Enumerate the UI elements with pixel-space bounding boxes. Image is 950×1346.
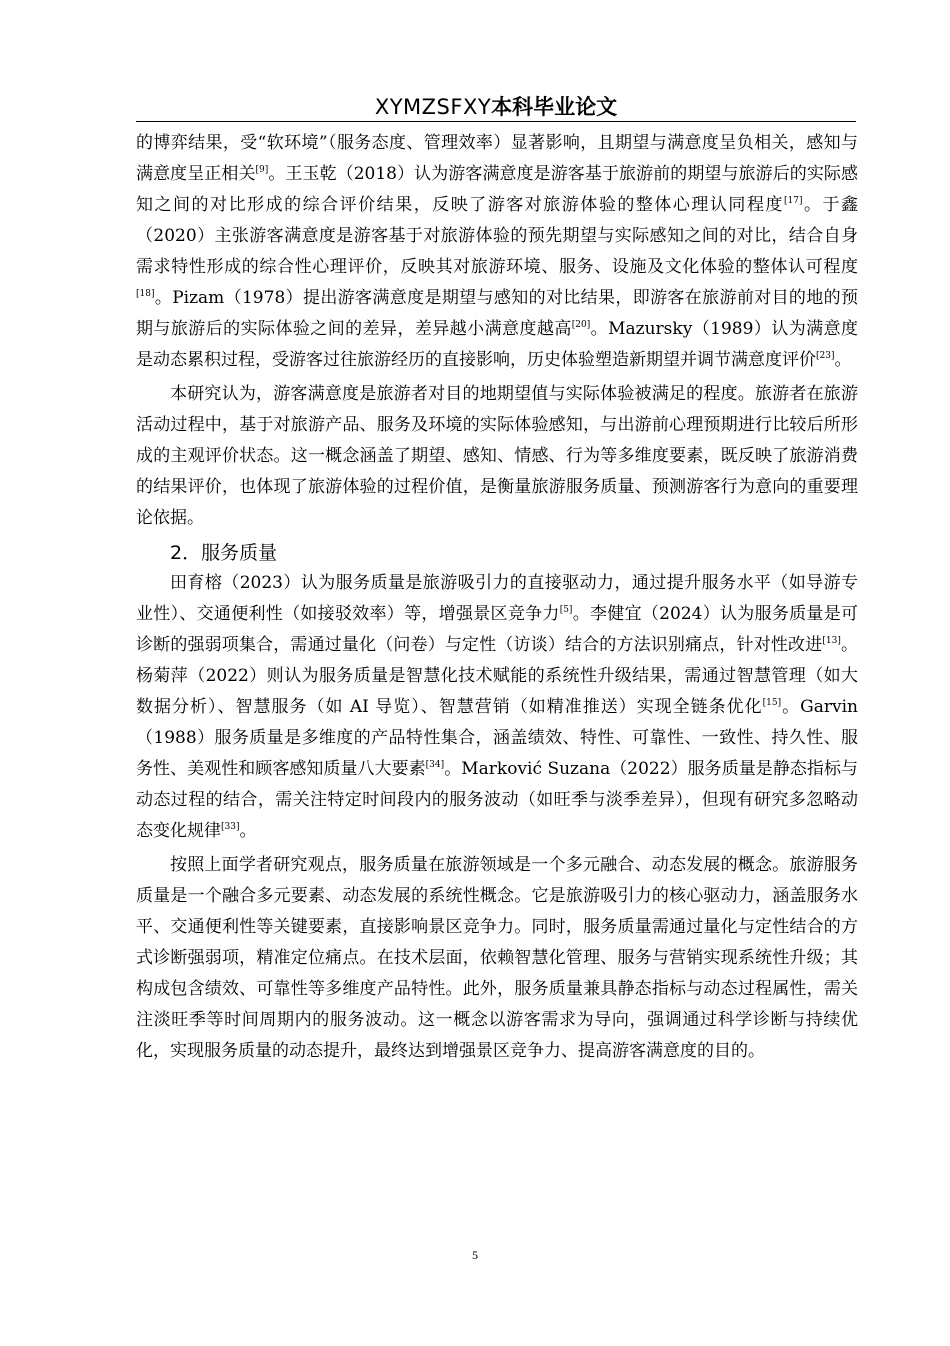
citation: [34] [425, 760, 445, 770]
citation: [17] [783, 196, 803, 206]
text-run: 。Pizam（1978）提出游客满意度是期望与感知的对比结果，即游客在旅游前对目的地的预期与旅游后的实际体验之间的差异，差异越小满意度越高 [136, 288, 858, 339]
text-run: 。杨菊萍（2022）则认为服务质量是智慧化技术赋能的系统性升级结果，需通过智慧管理（如大数据分析）、智慧服务（如 AI 导览）、智慧营销（如精准推送）实现全链条优化 [136, 635, 859, 717]
text-run: 。于鑫（2020）主张游客满意度是游客基于对旅游体验的预先期望与实际感知之间的对比，结合自身需求特性形成的综合性心理评价，反映其对旅游环境、服务、设施及文化体验的整体认可程度 [136, 195, 859, 277]
citation: [13] [822, 636, 841, 646]
document-body [136, 128, 858, 1067]
text-run: 。Mazursky（1989）认为满意度是动态累积过程，受游客过往旅游经历的直接影响，历史体验塑造新期望并调节满意度评价 [136, 319, 859, 370]
text-run: 。Marković Suzana（2022）服务质量是静态指标与动态过程的结合，需关注特定时间段内的服务波动（如旺季与淡季差异），但现有研究多忽略动态变化规律 [136, 759, 858, 841]
text-run: 。Garvin（1988）服务质量是多维度的产品特性集合，涵盖绩效、特性、可靠性、一致性、持久性、服务性、美观性和顾客感知质量八大要素 [136, 697, 858, 779]
citation: [23] [816, 351, 835, 361]
header-rule [136, 121, 856, 122]
text-run: 。 [834, 350, 852, 370]
citation: [9] [255, 165, 269, 175]
citation: [33] [221, 822, 240, 832]
text-run: 的博弈结果，受“软环境”（服务态度、管理效率）显著影响，且期望与满意度呈负相关，感知与满意度呈正相关 [136, 133, 858, 184]
text-run: 。王玉乾（2018）认为游客满意度是游客基于旅游前的期望与旅游后的实际感知之间的对比形成的综合评价结果，反映了游客对旅游体验的整体心理认同程度 [136, 164, 859, 215]
text-run: 田育榕（2023）认为服务质量是旅游吸引力的直接驱动力，通过提升服务水平（如导游专业性）、交通便利性（如接驳效率）等，增强景区竞争力 [136, 573, 858, 624]
text-run: 。李健宜（2024）认为服务质量是可诊断的强弱项集合，需通过量化（问卷）与定性（访谈）结合的方法识别痛点，针对性改进 [136, 604, 859, 655]
page-header [136, 93, 856, 121]
section-heading-service-quality: 2．服务质量 [170, 542, 278, 564]
paragraph-service-quality-review [136, 568, 858, 847]
paragraph-service-quality-definition: 按照上面学者研究观点，服务质量在旅游领域是一个多元融合、动态发展的概念。旅游服务质量是一个融合多元要素、动态发展的系统性概念。它是旅游吸引力的核心驱动力，涵盖服务水平、交通便利性等关键要素，直接影响景区竞争力。同时，服务质量需通过量化与定性结合的方式诊断强弱项，精准定位痛点。在技术层面，依赖智慧化管理、服务与营销实现系统性升级；其构成包含绩效、可靠性等多维度产品特性。此外，服务质量兼具静态指标与动态过程属性，需关注淡旺季等时间周期内的服务波动。这一概念以游客需求为导向，强调通过科学诊断与持续优化，实现服务质量的动态提升，最终达到增强景区竞争力、提高游客满意度的目的。 [136, 855, 858, 1061]
page-number: 5 [472, 1248, 478, 1262]
citation: [18] [136, 289, 155, 299]
header-latin-title: XYMZSFXY [374, 95, 492, 119]
citation: [5] [559, 605, 573, 615]
paragraph-satisfaction-definition: 本研究认为，游客满意度是旅游者对目的地期望值与实际体验被满足的程度。旅游者在旅游活动过程中，基于对旅游产品、服务及环境的实际体验感知，与出游前心理预期进行比较后所形成的主观评价状态。这一概念涵盖了期望、感知、情感、行为等多维度要素，既反映了旅游消费的结果评价，也体现了旅游体验的过程价值，是衡量旅游服务质量、预测游客行为意向的重要理论依据。 [136, 384, 858, 528]
citation: [20] [571, 320, 591, 330]
citation: [15] [762, 698, 782, 708]
text-run: 。 [239, 821, 257, 841]
header-cn-title: 本科毕业论文 [491, 95, 618, 119]
paragraph-satisfaction-review [136, 128, 858, 376]
